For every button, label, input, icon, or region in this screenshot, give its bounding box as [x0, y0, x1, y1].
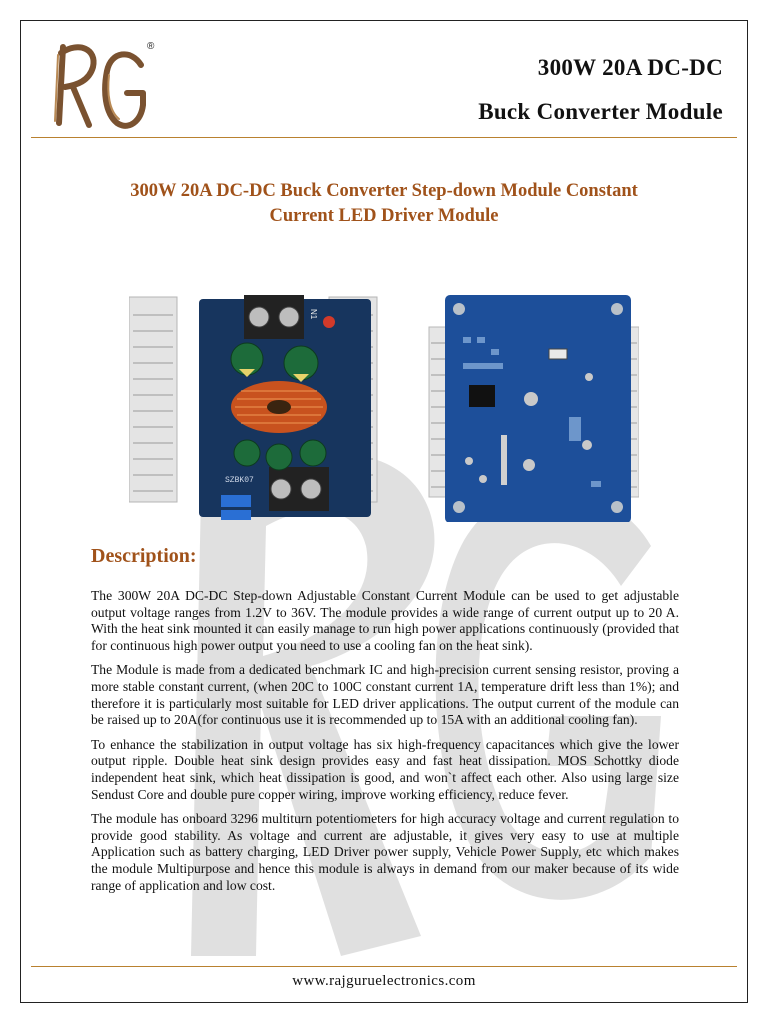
rg-logo: [49, 35, 159, 135]
silkscreen-szbk07: SZBK07: [225, 476, 254, 485]
description-heading: Description:: [91, 545, 197, 567]
product-photos: [129, 267, 639, 522]
header-divider: [31, 137, 737, 138]
footer-divider: [31, 966, 737, 967]
description-paragraph-1: The 300W 20A DC-DC Step-down Adjustable Constant Current Module can be used to get adjustable output voltage ranges from 1.2V to 36V. The module provides a wide range of current output up to 20 A. With the heat sink mounted it can easily manage to run high power applications continuously (provided that for continuous high power output you need to use a cooling fan on the heat sink).: [91, 588, 679, 653]
description-paragraph-2: The Module is made from a dedicated benchmark IC and high-precision current sensing resistor, proving a more stable constant current, (when 20C to 100C constant current 1A, temperature drift less than 1%); and therefore it is particularly most suitable for LED driver applications. The output current of the module can be raised up to 20A(for continuous use it is recommended up to 15A with an additional cooling fan).: [91, 662, 679, 728]
header-title-line1: 300W 20A DC-DC: [537, 55, 723, 80]
subtitle-line2: Current LED Driver Module: [269, 206, 499, 226]
document-subtitle: [61, 179, 707, 229]
silkscreen-n1: N1: [309, 309, 318, 320]
subtitle-line1: 300W 20A DC-DC Buck Converter Step-down Module Constant: [130, 181, 638, 201]
module-bottom-view: [429, 295, 639, 522]
description-paragraph-3: To enhance the stabilization in output voltage has six high-frequency capacitances which give the lower output ripple. Double heat sink design provides easy and fast heat dissipation. MOS Schottky diode independent heat sink, which heat dissipation is good, and won`t affect each other. Also using large size Sendust Core and double pure copper wiring, improve working efficiency, reduce fever.: [91, 736, 679, 802]
description-body: [91, 588, 679, 902]
registered-mark: ®: [147, 41, 155, 52]
page-frame: [20, 20, 748, 1003]
footer-website[interactable]: www.rajguruelectronics.com: [292, 973, 476, 989]
header-title-line2: Buck Converter Module: [478, 99, 723, 124]
description-paragraph-4: The module has onboard 3296 multiturn potentiometers for high accuracy voltage and current regulation to provide good stability. As voltage and current are adjustable, it gives very easy to use at multiple Application such as battery charging, LED Driver power supply, Vehicle Power Supply, etc which makes the module Multipurpose and hence this module is always in demand from our maker because of its wide range of application and low cost.: [91, 811, 679, 893]
module-top-view: [129, 295, 377, 520]
